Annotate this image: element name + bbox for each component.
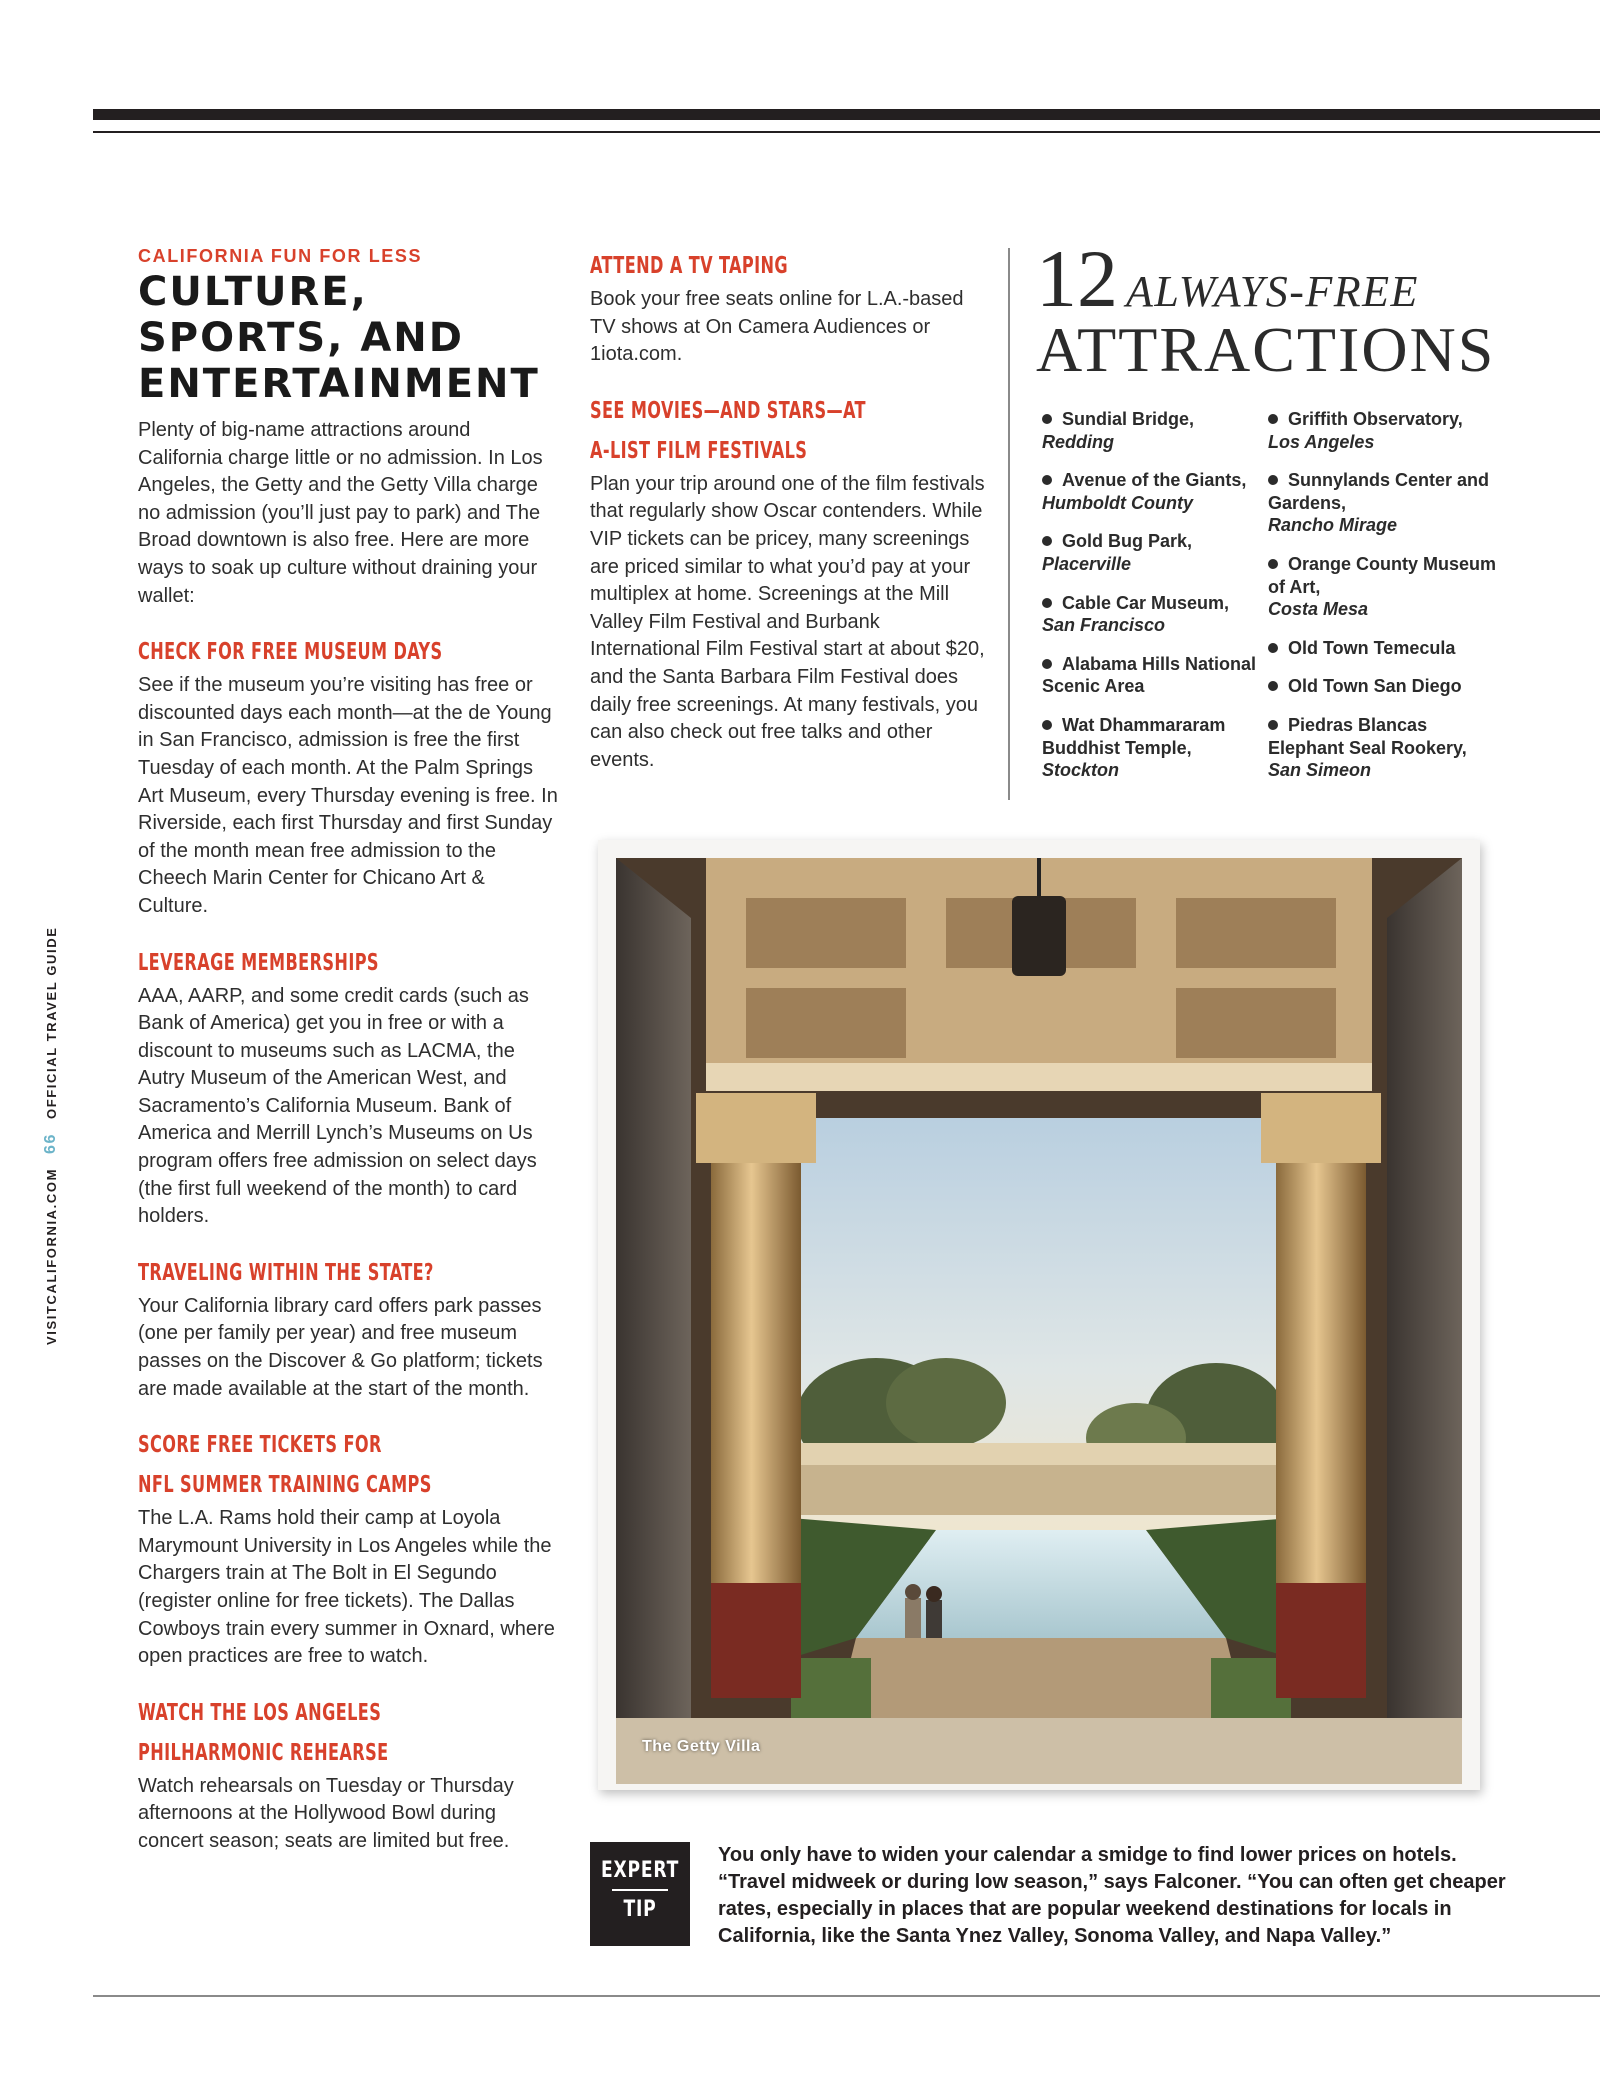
list-item: Gold Bug Park, Placerville: [1042, 531, 1193, 574]
section-body-free-museum-days: See if the museum you’re visiting has free or discounted days each month—at the de Young in San Francisco, admission is free the first Tuesday of each month. At the Palm Springs Art Museum, every Thursday evening is free. In Riverside, each first Thursday and first Sunday of the month mean free admission to the Cheech Marin Center for Chicano Art & Culture.: [138, 674, 558, 917]
section-heading-nfl-line2: NFL SUMMER TRAINING CAMPS: [138, 1472, 432, 1499]
attractions-title-italic: ALWAYS-FREE: [1126, 267, 1419, 316]
list-item: Sundial Bridge, Redding: [1042, 409, 1195, 452]
article-kicker: CALIFORNIA FUN FOR LESS: [138, 246, 423, 266]
list-item: Wat Dhammararam Buddhist Temple, Stockton: [1042, 714, 1226, 781]
article-intro: Plenty of big-name attractions around California charge little or no admission. In Los Angeles, the Getty and the Getty Villa charge no admission (you’ll just pay to park) and The Broad downtown is also free. Here are more ways to soak up culture without draining your wallet:: [138, 419, 543, 607]
list-item: Griffith Observatory, Los Angeles: [1268, 409, 1463, 452]
section-heading-philharmonic: WATCH THE LOS ANGELES: [138, 1699, 382, 1726]
article-title: [138, 269, 558, 407]
section-heading-film-festivals: SEE MOVIES—AND STARS—AT: [590, 397, 866, 424]
bullet-icon: [1268, 720, 1278, 730]
section-body-memberships: AAA, AARP, and some credit cards (such as Bank of America) get you in free or with a discount to museums such as LACMA, the Autry Museum of the American West, and Sacramento’s California Museum. Bank of America and Merrill Lynch’s Museums on Us program offers free admission on select days (the first full weekend of the month) to card holders.: [138, 984, 537, 1228]
section-heading-free-museum-days: CHECK FOR FREE MUSEUM DAYS: [138, 639, 443, 666]
bullet-icon: [1042, 536, 1052, 546]
side-guide-name: OFFICIAL TRAVEL GUIDE: [43, 926, 59, 1119]
bullet-icon: [1268, 414, 1278, 424]
expert-tip-label-bottom: TIP: [623, 1897, 657, 1922]
bullet-icon: [1268, 559, 1278, 569]
section-body-nfl: The L.A. Rams hold their camp at Loyola Marymount University in Los Angeles while the Chargers train at The Bolt in El Segundo (register online for free tickets). The Dallas Cowboys train every summer in Oxnard, where open practices are free to watch.: [138, 1507, 555, 1668]
section-heading-memberships: LEVERAGE MEMBERSHIPS: [138, 949, 379, 976]
section-body-tv-taping: Book your free seats online for L.A.-based TV shows at On Camera Audiences or 1iota.com.: [590, 288, 964, 366]
section-heading-philharmonic-line2: PHILHARMONIC REHEARSE: [138, 1739, 389, 1766]
title-line: SPORTS, AND: [138, 315, 464, 361]
getty-villa-photo: [616, 858, 1462, 1784]
article-column-1: [138, 246, 558, 1856]
title-line: ENTERTAINMENT: [138, 361, 540, 407]
attractions-list-right: [1268, 408, 1498, 798]
bullet-icon: [1268, 475, 1278, 485]
section-body-film-festivals: Plan your trip around one of the film festivals that regularly show Oscar contenders. While VIP tickets can be pricey, many screenings are priced similar to what you’d pay at your multiplex at home. Screenings at the Mill Valley Film Festival and Burbank International Film Festival start at about $20, and the Santa Barbara Film Festival does daily free screenings. At many festivals, you can also check out free talks and other events.: [590, 472, 985, 771]
bullet-icon: [1268, 643, 1278, 653]
attractions-heading: [1036, 233, 1496, 385]
expert-tip-badge: [590, 1842, 690, 1946]
section-body-philharmonic: Watch rehearsals on Tuesday or Thursday afternoons at the Hollywood Bowl during concert season; seats are limited but free.: [138, 1774, 514, 1852]
title-line: CULTURE,: [138, 269, 368, 315]
attractions-count: 12: [1036, 233, 1118, 324]
side-site-url: VISITCALIFORNIA.COM: [43, 1167, 59, 1345]
section-heading-traveling: TRAVELING WITHIN THE STATE?: [138, 1259, 434, 1286]
bullet-icon: [1042, 598, 1052, 608]
expert-tip-label-top: EXPERT: [601, 1858, 680, 1883]
bullet-icon: [1042, 475, 1052, 485]
list-item: Old Town San Diego: [1268, 675, 1498, 698]
photo-frame: [598, 840, 1480, 1790]
list-item: Cable Car Museum, San Francisco: [1042, 592, 1230, 636]
bullet-icon: [1042, 720, 1052, 730]
page-number: 66: [42, 1132, 59, 1154]
list-item: Alabama Hills National Scenic Area: [1042, 653, 1257, 697]
section-heading-tv-taping: ATTEND A TV TAPING: [590, 253, 789, 279]
photo-caption: The Getty Villa: [642, 1738, 761, 1755]
expert-tip-divider: [612, 1889, 668, 1891]
expert-tip-text: You only have to widen your calendar a smidge to find lower prices on hotels. “Travel midweek or during low season,” says Falconer. “You can often get cheaper rates, especially in places that are popular weekend destinations for locals in California, like the Santa Ynez Valley, Sonoma Valley, and Napa Valley.”: [718, 1844, 1506, 1947]
attractions-list-left: [1042, 408, 1272, 798]
section-body-traveling: Your California library card offers park passes (one per family per year) and free museum passes on the Discover & Go platform; tickets are made available at the start of the month.: [138, 1294, 543, 1400]
list-item: Old Town Temecula: [1268, 637, 1498, 660]
side-caption: [40, 885, 62, 1345]
column-divider: [1008, 248, 1010, 800]
bullet-icon: [1268, 681, 1278, 691]
top-rule-thick: [93, 109, 1600, 120]
section-heading-film-festivals-line2: A-LIST FILM FESTIVALS: [590, 437, 808, 464]
bullet-icon: [1042, 659, 1052, 669]
list-item: Sunnylands Center and Gardens, Rancho Mirage: [1268, 470, 1490, 536]
list-item: Avenue of the Giants, Humboldt County: [1042, 470, 1247, 513]
attractions-title-main: ATTRACTIONS: [1036, 314, 1496, 385]
article-column-2: [590, 246, 990, 774]
bullet-icon: [1042, 414, 1052, 424]
top-rule-thin: [93, 131, 1600, 133]
section-heading-nfl: SCORE FREE TICKETS FOR: [138, 1432, 382, 1459]
bottom-rule: [93, 1995, 1600, 1997]
list-item: Orange County Museum of Art, Costa Mesa: [1268, 553, 1497, 620]
list-item: Piedras Blancas Elephant Seal Rookery, San Simeon: [1268, 714, 1467, 781]
